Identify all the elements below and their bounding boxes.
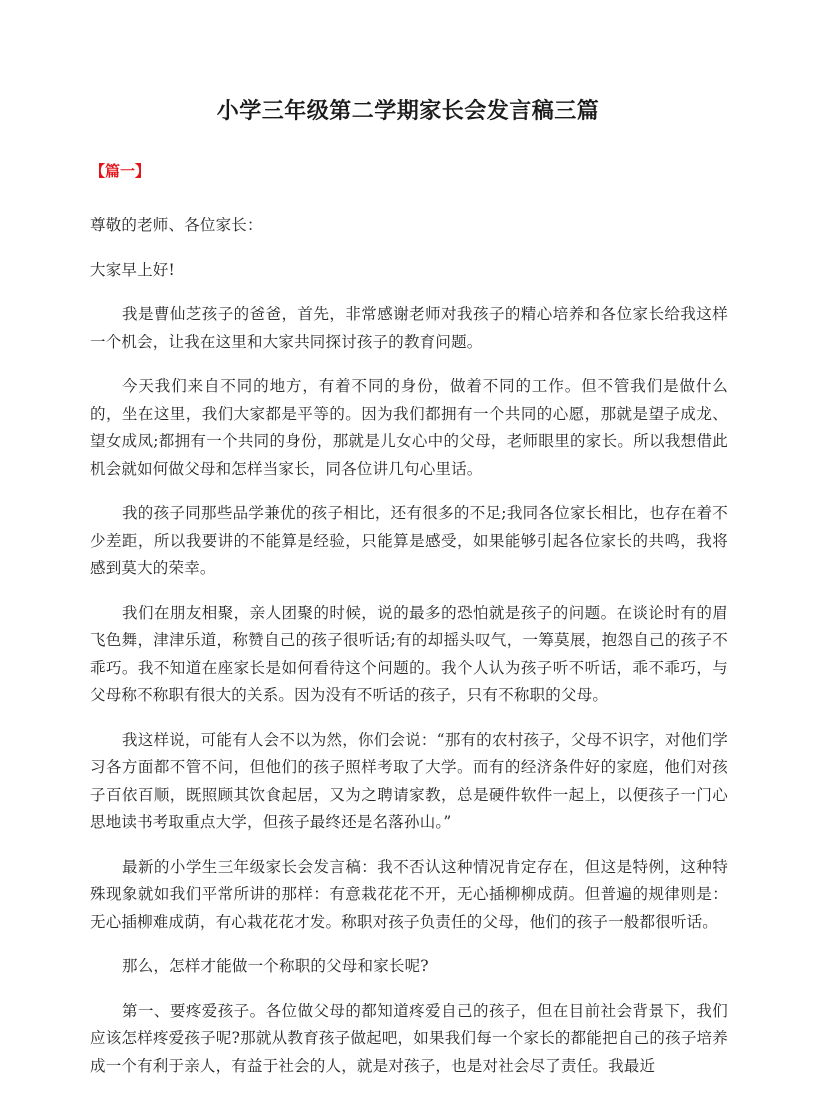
paragraph-intro: 我是曹仙芝孩子的爸爸，首先，非常感谢老师对我孩子的精心培养和各位家长给我这样一个机会，让我在这里和大家共同探讨孩子的教育问题。 [90, 305, 728, 351]
paragraph-rule: 最新的小学生三年级家长会发言稿：我不否认这种情况肯定存在，但这是特例，这种特殊现象就如我们平常所讲的那样：有意栽花花不开，无心插柳柳成荫。但普遍的规律则是：无心插柳难成荫，有心栽花花才发。称职对孩子负责任的父母，他们的孩子一般都很听话。 [90, 857, 728, 931]
paragraph-salutation: 尊敬的老师、各位家长： [90, 216, 263, 234]
section-heading-part-one: 【篇一】 [90, 162, 151, 180]
paragraph-objection: 我这样说，可能有人会不以为然，你们会说：“那有的农村孩子，父母不识字，对他们学习各方面都不管不问，但他们的孩子照样考取了大学。而有的经济条件好的家庭，他们对孩子百依百顺，既照顾其饮食起居，又为之聘请家教，总是硬件软件一起上，以便孩子一门心思地读书考取重点大学，但孩子最终还是名落孙山。” [90, 730, 728, 831]
paragraph-gathering: 我们在朋友相聚，亲人团聚的时候，说的最多的恐怕就是孩子的问题。在谈论时有的眉飞色舞，津津乐道，称赞自己的孩子很听话;有的却摇头叹气，一筹莫展，抱怨自己的孩子不乖巧。我不知道在座家长是如何看待这个问题的。我个人认为孩子听不听话，乖不乖巧，与父母称不称职有很大的关系。因为没有不听话的孩子，只有不称职的父母。 [90, 603, 728, 704]
paragraph-question: 那么，怎样才能做一个称职的父母和家长呢? [122, 957, 429, 975]
document-body [90, 160, 728, 1096]
paragraph-point-one: 第一、要疼爱孩子。各位做父母的都知道疼爱自己的孩子，但在目前社会背景下，我们应该怎样疼爱孩子呢?那就从教育孩子做起吧，如果我们每一个家长的都能把自己的孩子培养成一个有利于亲人，有益于社会的人，就是对孩子，也是对社会尽了责任。我最近 [90, 1001, 728, 1075]
paragraph-equality: 今天我们来自不同的地方，有着不同的身份，做着不同的工作。但不管我们是做什么的，坐在这里，我们大家都是平等的。因为我们都拥有一个共同的心愿，那就是望子成龙、望女成凤;都拥有一个共同的身份，那就是儿女心中的父母，老师眼里的家长。所以我想借此机会就如何做父母和怎样当家长，同各位讲几句心里话。 [90, 377, 728, 478]
page-title: 小学三年级第二学期家长会发言稿三篇 [216, 99, 600, 124]
paragraph-humility: 我的孩子同那些品学兼优的孩子相比，还有很多的不足;我同各位家长相比，也存在着不少差距，所以我要讲的不能算是经验，只能算是感受，如果能够引起各位家长的共鸣，我将感到莫大的荣幸。 [90, 504, 728, 577]
paragraph-greeting: 大家早上好! [90, 260, 175, 279]
